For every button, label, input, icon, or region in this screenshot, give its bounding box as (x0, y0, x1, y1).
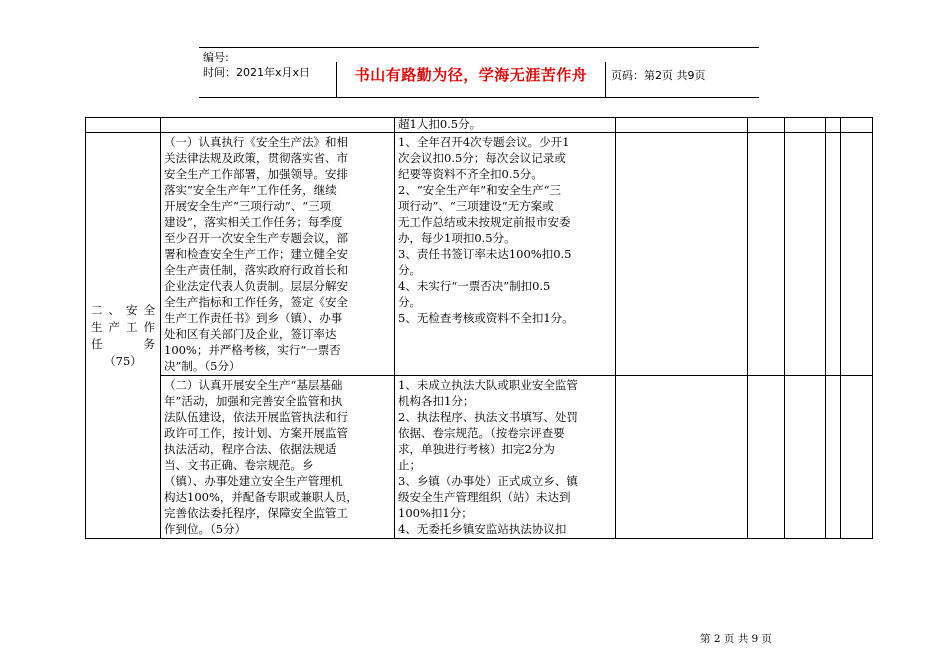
content-line: 建设”，落实相关工作任务；每季度 (164, 215, 343, 229)
criteria-line: 办，每少1项扣0.5分。 (398, 231, 516, 245)
content-line: 决”制。（5分） (164, 359, 241, 373)
content-line: 法队伍建设，依法开展监管执法和行 (164, 410, 348, 424)
criteria-line: 2、执法程序、执法文书填写、处罚 (398, 410, 578, 424)
table-cell (616, 376, 748, 539)
criteria-line: 分。 (398, 263, 421, 277)
table-cell (161, 118, 395, 133)
content-line: 构达100%，并配备专职或兼职人员， (164, 490, 358, 504)
table-cell (826, 376, 841, 539)
criteria-line: 5、无检查考核或资料不全扣1分。 (398, 311, 574, 325)
table-cell (616, 118, 748, 133)
criteria-line: 分。 (398, 295, 421, 309)
content-line: 执法活动，程序合法、依据法规适 (164, 442, 337, 456)
criteria-line: 止； (398, 458, 421, 472)
criteria-line: 2、“安全生产年”和安全生产“三 (398, 183, 561, 197)
category-line: 任 务 (91, 336, 155, 351)
content-line: 落实“安全生产年”工作任务，继续 (164, 183, 337, 197)
category-line: 二、安全 (91, 302, 155, 317)
table-cell (785, 133, 826, 376)
table-row (86, 376, 873, 539)
content-line: 当、文书正确、卷宗规范。乡 (164, 458, 314, 472)
category-line: （75） (104, 353, 142, 368)
table-cell (86, 118, 161, 133)
criteria-line: 求，单独进行考核）扣完2分为 (398, 442, 555, 456)
content-line: （二）认真开展安全生产“基层基础 (164, 378, 343, 392)
table-cell (841, 376, 873, 539)
content-line: 至少召开一次安全生产专题会议，部 (164, 231, 348, 245)
criteria-line: 3、责任书签订率未达100%扣0.5 (398, 247, 572, 261)
table-cell (748, 118, 785, 133)
table-cell (616, 133, 748, 376)
criteria-line: 次会议扣0.5分；每次会议记录或 (398, 151, 566, 165)
criteria-cell: 超1人扣0.5分。 (395, 118, 616, 133)
category-cell (86, 133, 161, 539)
table-row (86, 118, 873, 133)
header-meta (203, 50, 310, 80)
table-cell (841, 133, 873, 376)
content-line: 政许可工作，按计划、方案开展监管 (164, 426, 348, 440)
table-cell (841, 118, 873, 133)
table-cell (785, 118, 826, 133)
content-line: 关法律法规及政策，贯彻落实省、市 (164, 151, 348, 165)
content-line: 全生产指标和工作任务，签定《安全 (164, 295, 348, 309)
content-line: 100%；并严格考核，实行“一票否 (164, 343, 341, 357)
criteria-line: 依据、卷宗规范。（按卷宗评查要 (398, 426, 565, 440)
content-line: 生产工作责任书》到乡（镇）、办事 (164, 311, 343, 325)
document-number-label: 编号: (203, 51, 229, 64)
header-divider (605, 62, 606, 97)
table-cell (748, 376, 785, 539)
table-cell (748, 133, 785, 376)
document-time: 时间：2021年x月x日 (203, 66, 311, 79)
criteria-line: 100%扣1分； (398, 506, 473, 520)
table-row (86, 133, 873, 376)
criteria-cell (395, 376, 616, 539)
criteria-line: 1、全年召开4次专题会议。少开1 (398, 135, 570, 149)
content-cell (161, 376, 395, 539)
content-line: 全生产责任制，落实政府行政首长和 (164, 263, 348, 277)
content-line: 作到位。（5分） (164, 522, 247, 536)
content-line: 年”活动，加强和完善安全监管和执 (164, 394, 343, 408)
criteria-line: 项行动”、“三项建设”无方案或 (398, 199, 554, 213)
criteria-line: 1、未成立执法大队或职业安全监管 (398, 378, 578, 392)
header-motto: 书山有路勤为径，学海无涯苦作舟 (354, 66, 588, 84)
content-line: 安全生产工作部署，加强领导。安排 (164, 167, 348, 181)
criteria-line: 4、无委托乡镇安监站执法协议扣 (398, 522, 567, 536)
content-line: 处和区有关部门及企业，签订率达 (164, 327, 337, 341)
table-cell (826, 133, 841, 376)
criteria-line: 4、未实行“一票否决”制扣0.5 (398, 279, 551, 293)
content-cell (161, 133, 395, 376)
content-line: 企业法定代表人负责制。层层分解安 (164, 279, 348, 293)
criteria-line: 纪要等资料不齐全扣0.5分。 (398, 167, 543, 181)
criteria-cell (395, 133, 616, 376)
table-cell (785, 376, 826, 539)
criteria-line: 机构各扣1分； (398, 394, 475, 408)
assessment-table (85, 117, 873, 539)
criteria-line: 级安全生产管理组织（站）未达到 (398, 490, 571, 504)
content-line: （一）认真执行《安全生产法》和相 (164, 135, 348, 149)
content-line: 署和检查安全生产工作；建立健全安 (164, 247, 348, 261)
page-footer: 第 2 页 共 9 页 (700, 633, 773, 645)
table-cell (826, 118, 841, 133)
category-line: 生产工作 (91, 319, 155, 334)
page-header (199, 47, 759, 98)
content-line: （镇）、办事处建立安全生产管理机 (164, 474, 343, 488)
content-line: 开展安全生产“三项行动”、“三项 (164, 199, 332, 213)
content-line: 完善依法委托程序，保障安全监管工 (164, 506, 348, 520)
header-page-info: 页码：第2页 共9页 (611, 69, 706, 82)
criteria-line: 3、乡镇（办事处）正式成立乡、镇 (398, 474, 578, 488)
criteria-line: 无工作总结或未按规定前报市安委 (398, 215, 571, 229)
